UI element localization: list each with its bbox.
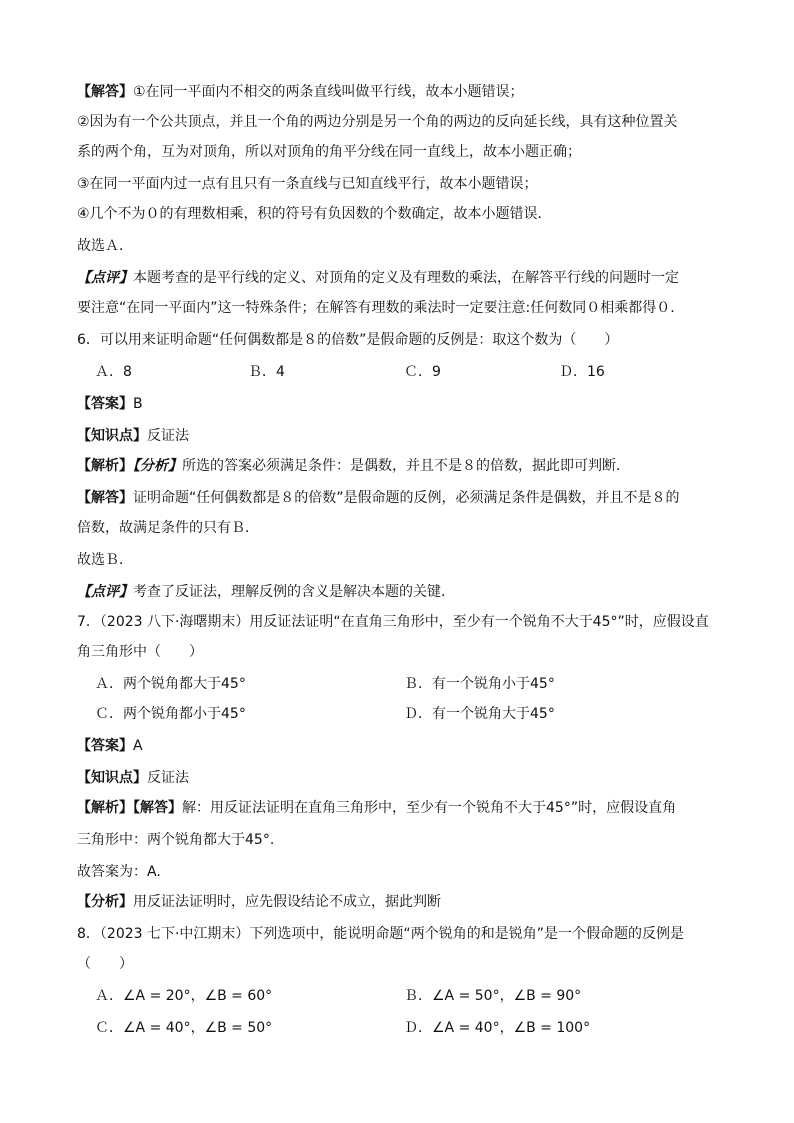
analysis-sub-tag: 【分析】 [133,458,182,474]
q8-stem-line-1: 8．（2023 七下·中江期末）下列选项中，能说明命题“两个锐角的和是锐角”是一个假命题的反例是 [77,926,684,942]
knowledge-tag: 【知识点】 [77,428,147,444]
prev-solution-line-2: ②因为有一个公共顶点，并且一个角的两边分别是另一个角的两边的反向延长线，具有这种位置关 [77,114,678,130]
answer-value: A [133,738,143,754]
q8-stem-line-2: （ ） [77,956,133,972]
q7-stem-line-1: 7．（2023 八下·海曙期末）用反证法证明“在直角三角形中，至少有一个锐角不大于45°”时，应假设直 [77,614,709,630]
review-text: 本题考查的是平行线的定义、对顶角的定义及有理数的乘法，在解答平行线的问题时一定 [133,270,679,286]
prev-solution-line-4: ③在同一平面内过一点有且只有一条直线与已知直线平行，故本小题错误； [77,176,538,192]
fenxi-text: 用反证法证明时，应先假设结论不成立，据此判断 [133,894,441,910]
q6-analysis-line [77,456,717,476]
q7-option-c: Ｃ．两个锐角都小于45° [95,706,246,722]
answer-value: B [133,396,143,412]
q6-stem: 6．可以用来证明命题“任何偶数都是８的倍数”是假命题的反例是：取这个数为（ ） [77,332,619,348]
q8-option-d: Ｄ．∠A = 40°，∠B = 100° [404,1020,591,1036]
q6-knowledge-line [77,426,717,446]
knowledge-tag: 【知识点】 [77,770,147,786]
q7-option-b: Ｂ．有一个锐角小于45° [404,676,555,692]
q8-option-a: Ａ．∠A = 20°，∠B = 60° [95,988,273,1004]
q6-review-line [77,582,717,602]
solution-text: ①在同一平面内不相交的两条直线叫做平行线，故本小题错误； [133,84,524,100]
q7-answer-statement: 故答案为：A. [77,864,161,880]
prev-solution-line-5: ④几个不为０的有理数相乘，积的符号有负因数的个数确定，故本小题错误． [77,206,552,222]
q6-option-a: Ａ．8 [95,364,132,380]
q7-knowledge-line [77,768,717,788]
q7-analysis-line-2: 三角形中：两个锐角都大于45°. [77,832,275,848]
prev-review-line-1 [77,268,717,288]
solution-tag: 【解答】 [77,490,133,506]
analysis-tag: 【解析】【解答】 [77,800,182,816]
q7-analysis-line-1 [77,798,717,818]
prev-choose-line: 故选Ａ． [77,238,133,254]
review-tag: 【点评】 [77,270,133,286]
knowledge-value: 反证法 [147,428,189,444]
solution-text: 证明命题“任何偶数都是８的倍数”是假命题的反例，必须满足条件是偶数，并且不是８的 [133,490,680,506]
prev-solution-line-3: 系的两个角，互为对顶角，所以对顶角的角平分线在同一直线上，故本小题正确； [77,144,581,160]
q6-option-c: Ｃ．9 [404,364,441,380]
prev-solution-line-1 [77,82,717,102]
review-text: 考查了反证法，理解反例的含义是解决本题的关键． [133,584,455,600]
q6-solution-line-2: 倍数，故满足条件的只有Ｂ． [77,520,259,536]
q6-option-b: Ｂ．4 [248,364,285,380]
knowledge-value: 反证法 [147,770,189,786]
q8-option-b: Ｂ．∠A = 50°，∠B = 90° [404,988,582,1004]
q6-answer-line [77,394,717,414]
q7-option-d: Ｄ．有一个锐角大于45° [404,706,555,722]
fenxi-tag: 【分析】 [77,894,133,910]
q8-option-c: Ｃ．∠A = 40°，∠B = 50° [95,1020,273,1036]
q7-stem-line-2: 角三角形中（ ） [77,644,203,660]
answer-tag: 【答案】 [77,738,133,754]
analysis-text: 所选的答案必须满足条件：是偶数，并且不是８的倍数，据此即可判断． [182,458,630,474]
q7-fenxi-line [77,892,717,912]
analysis-text: 解：用反证法证明在直角三角形中，至少有一个锐角不大于45°”时，应假设直角 [182,800,677,816]
q7-answer-line [77,736,717,756]
q7-option-a: Ａ．两个锐角都大于45° [95,676,246,692]
q6-choose-line: 故选Ｂ． [77,552,133,568]
review-tag: 【点评】 [77,584,133,600]
q6-option-d: Ｄ．16 [559,364,605,380]
prev-review-line-2: 要注意“在同一平面内”这一特殊条件；在解答有理数的乘法时一定要注意:任何数同０相乘都得０. [77,300,675,316]
solution-tag: 【解答】 [77,84,133,100]
analysis-tag: 【解析】 [77,458,133,474]
answer-tag: 【答案】 [77,396,133,412]
q6-solution-line-1 [77,488,717,508]
